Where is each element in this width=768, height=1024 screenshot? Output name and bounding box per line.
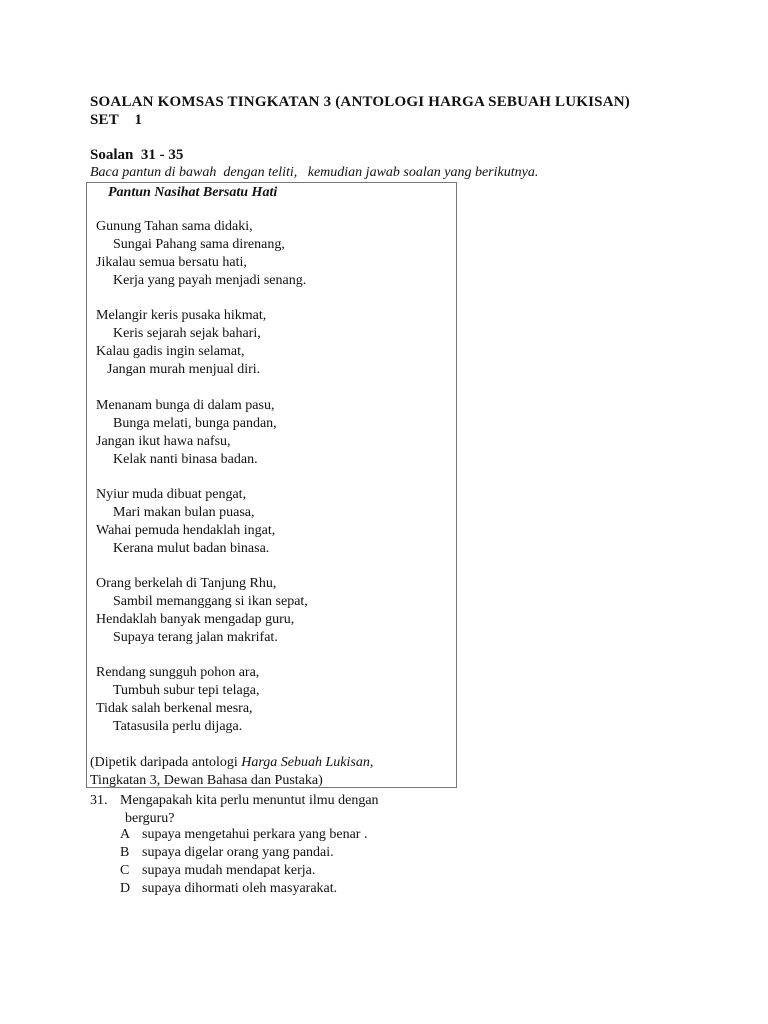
answer-option-c[interactable] xyxy=(120,863,315,879)
poem-title: Pantun Nasihat Bersatu Hati xyxy=(108,185,278,200)
instruction-text: Baca pantun di bawah dengan teliti, kemudian jawab soalan yang berikutnya. xyxy=(90,165,539,180)
poem-line: Jangan ikut hawa nafsu, xyxy=(96,434,231,449)
question-text-cont: berguru? xyxy=(125,811,175,826)
source-prefix: (Dipetik daripada antologi xyxy=(90,755,242,770)
poem-line: Wahai pemuda hendaklah ingat, xyxy=(96,523,276,538)
poem-line: Mari makan bulan puasa, xyxy=(113,505,255,520)
poem-line: Bunga melati, bunga pandan, xyxy=(113,416,277,431)
source-publisher: Tingkatan 3, Dewan Bahasa dan Pustaka) xyxy=(90,773,323,788)
poem-source xyxy=(90,754,373,790)
source-book-title: Harga Sebuah Lukisan, xyxy=(241,755,374,770)
poem-line: Sambil memanggang si ikan sepat, xyxy=(113,594,308,609)
poem-line: Jangan murah menjual diri. xyxy=(107,362,261,377)
poem-line: Sungai Pahang sama direnang, xyxy=(113,237,285,252)
stanza xyxy=(96,575,308,647)
option-letter: A xyxy=(120,827,131,842)
option-text: supaya digelar orang yang pandai. xyxy=(142,845,334,860)
stanza xyxy=(96,486,275,558)
poem-line: Kerja yang payah menjadi senang. xyxy=(113,273,307,288)
poem-line: Tatasusila perlu dijaga. xyxy=(113,719,243,734)
poem-line: Rendang sungguh pohon ara, xyxy=(96,665,260,680)
poem-line: Supaya terang jalan makrifat. xyxy=(113,630,278,645)
answer-option-b[interactable] xyxy=(120,845,334,861)
option-text: supaya mudah mendapat kerja. xyxy=(142,863,316,878)
poem-line: Hendaklah banyak mengadap guru, xyxy=(96,612,295,627)
poem-line: Tidak salah berkenal mesra, xyxy=(96,701,253,716)
poem-line: Jikalau semua bersatu hati, xyxy=(96,255,247,270)
question-text: Mengapakah kita perlu menuntut ilmu dengan xyxy=(120,793,379,808)
section-label: Soalan 31 - 35 xyxy=(90,147,184,163)
poem-line: Kalau gadis ingin selamat, xyxy=(96,344,245,359)
question-number: 31. xyxy=(90,793,108,808)
poem-line: Keris sejarah sejak bahari, xyxy=(113,326,261,341)
stanza xyxy=(96,664,259,736)
poem-line: Tumbuh subur tepi telaga, xyxy=(113,683,260,698)
poem-line: Nyiur muda dibuat pengat, xyxy=(96,487,247,502)
stanza xyxy=(96,307,266,379)
answer-option-a[interactable] xyxy=(120,827,367,843)
poem-line: Gunung Tahan sama didaki, xyxy=(96,219,253,234)
set-label: SET 1 xyxy=(90,112,143,128)
stanza xyxy=(96,397,277,469)
option-text: supaya mengetahui perkara yang benar . xyxy=(142,827,368,842)
option-letter: C xyxy=(120,863,130,878)
poem-line: Melangir keris pusaka hikmat, xyxy=(96,308,267,323)
document-title: SOALAN KOMSAS TINGKATAN 3 (ANTOLOGI HARGA SEBUAH LUKISAN) xyxy=(90,94,630,110)
option-letter: D xyxy=(120,881,131,896)
stanza xyxy=(96,218,306,290)
option-letter: B xyxy=(120,845,130,860)
poem-line: Kelak nanti binasa badan. xyxy=(113,452,258,467)
answer-option-d[interactable] xyxy=(120,881,337,897)
poem-line: Kerana mulut badan binasa. xyxy=(113,541,270,556)
poem-line: Orang berkelah di Tanjung Rhu, xyxy=(96,576,277,591)
option-text: supaya dihormati oleh masyarakat. xyxy=(142,881,338,896)
poem-line: Menanam bunga di dalam pasu, xyxy=(96,398,275,413)
